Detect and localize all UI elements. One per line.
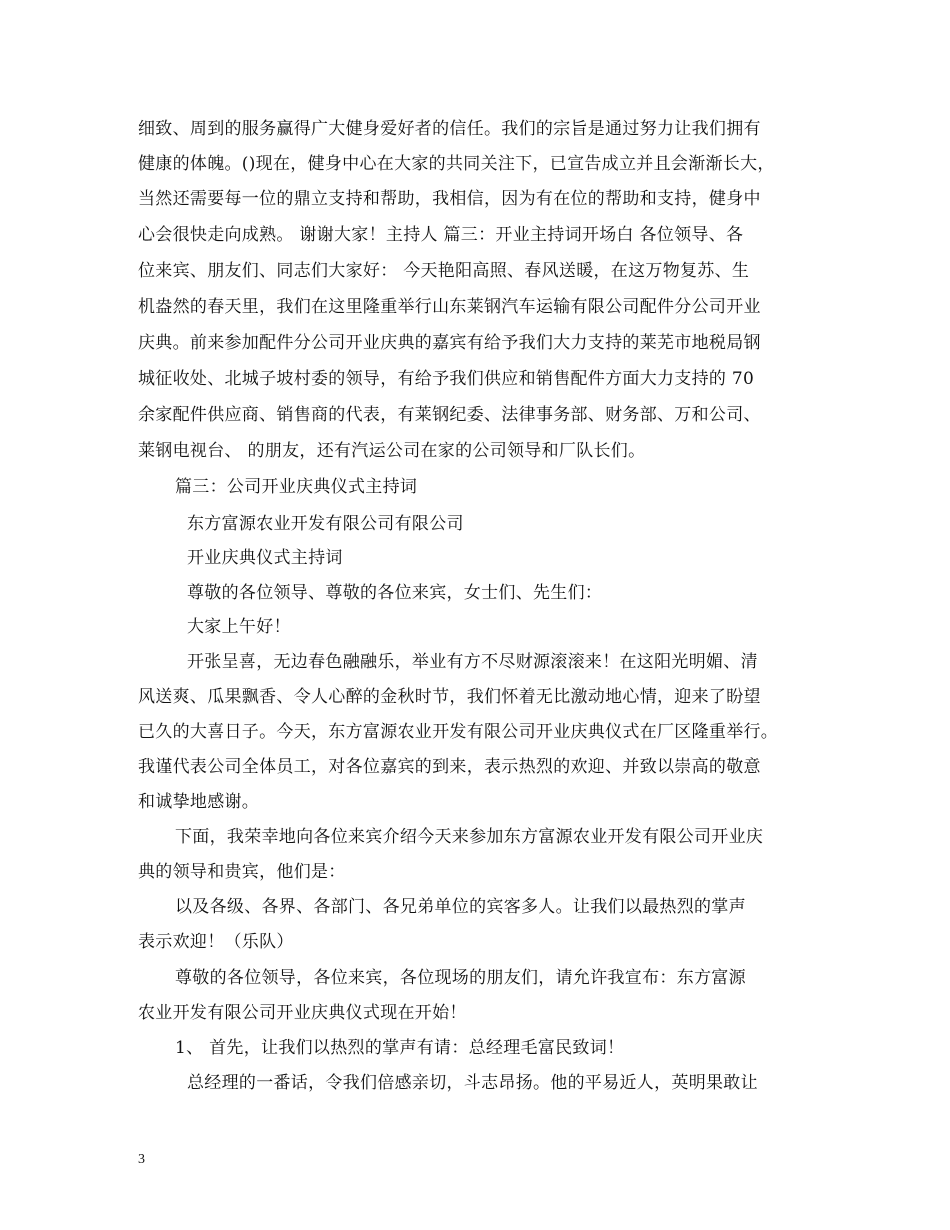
text-line: 我谨代表公司全体员工，对各位嘉宾的到来，表示热烈的欢迎、并致以崇高的敬意 [138,757,761,777]
text-line: 尊敬的各位领导，各位来宾，各位现场的朋友们，请允许我宣布：东方富源 [175,968,746,988]
text-line: 农业开发有限公司开业庆典仪式现在开始！ [138,1003,467,1023]
text-line: 机盎然的春天里，我们在这里隆重举行山东莱钢汽车运输有限公司配件分公司开业 [138,297,761,317]
text-line: 城征收处、北城子坡村委的领导，有给予我们供应和销售配件方面大力支持的 70 [138,369,755,389]
text-line: 细致、周到的服务赢得广大健身爱好者的信任。我们的宗旨是通过努力让我们拥有 [138,119,761,139]
text-line: 开张呈喜，无边春色融融乐，举业有方不尽财源滚滚来！在这阳光明媚、清 [187,652,758,672]
text-line: 健康的体魄。()现在，健身中心在大家的共同关注下，已宣告成立并且会渐渐长大， [138,154,775,174]
text-line: 以及各级、各界、各部门、各兄弟单位的宾客多人。让我们以最热烈的掌声 [175,897,746,917]
text-line: 表示欢迎！（乐队） [138,932,294,952]
section-heading: 篇三：公司开业庆典仪式主持词 [175,477,418,497]
text-line: 典的领导和贵宾，他们是： [138,862,346,882]
text-line: 下面，我荣幸地向各位来宾介绍今天来参加东方富源农业开发有限公司开业庆 [175,827,764,847]
company-name: 东方富源农业开发有限公司有限公司 [187,514,464,534]
page-number: 3 [138,1152,145,1167]
salutation: 尊敬的各位领导、尊敬的各位来宾，女士们、先生们： [187,583,603,603]
text-line: 和诚挚地感谢。 [138,792,260,812]
text-line: 莱钢电视台、 的朋友，还有汽运公司在家的公司领导和厂队长们。 [138,441,646,461]
text-line: 心会很快走向成熟。 谢谢大家！主持人 篇三：开业主持词开场白 各位领导、各 [138,225,744,245]
document-title: 开业庆典仪式主持词 [187,548,343,568]
numbered-item: 1、 首先，让我们以热烈的掌声有请：总经理毛富民致词！ [175,1038,625,1058]
text-line: 位来宾、朋友们、同志们大家好： 今天艳阳高照、春风送暖，在这万物复苏、生 [138,261,750,281]
text-line: 庆典。前来参加配件分公司开业庆典的嘉宾有给予我们大力支持的莱芜市地税局钢 [138,333,761,353]
text-line: 已久的大喜日子。今天，东方富源农业开发有限公司开业庆典仪式在厂区隆重举行。 [138,722,779,742]
greeting: 大家上午好！ [187,617,291,637]
text-line: 当然还需要每一位的鼎立支持和帮助，我相信，因为有在位的帮助和支持，健身中 [138,189,761,209]
text-line: 余家配件供应商、销售商的代表，有莱钢纪委、法律事务部、财务部、万和公司、 [138,405,761,425]
text-line: 总经理的一番话，令我们倍感亲切，斗志昂扬。他的平易近人，英明果敢让 [187,1073,758,1093]
text-line: 风送爽、瓜果飘香、令人心醉的金秋时节，我们怀着无比激动地心情，迎来了盼望 [138,687,761,707]
